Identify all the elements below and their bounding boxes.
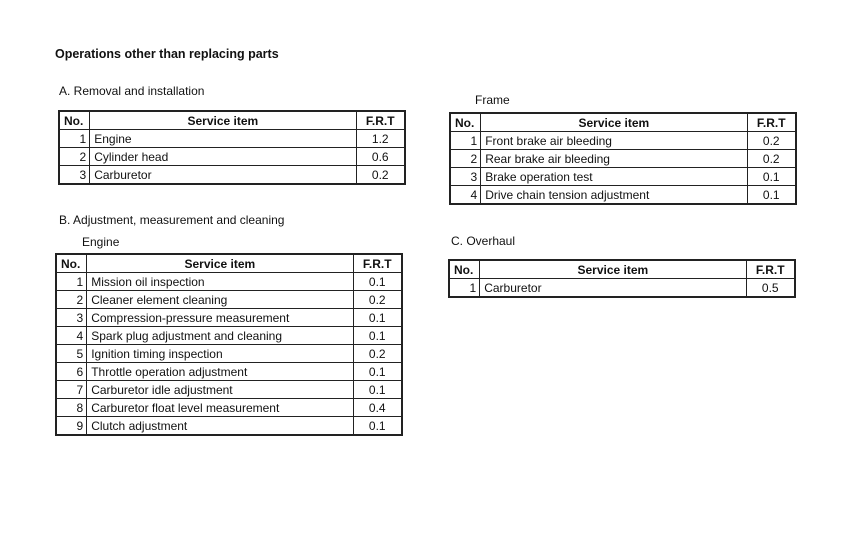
service-item: Carburetor idle adjustment [87, 381, 353, 399]
frt-value: 0.1 [353, 417, 402, 436]
service-item: Compression-pressure measurement [87, 309, 353, 327]
col-header-no: No. [56, 254, 87, 273]
section-a-heading: A. Removal and installation [59, 84, 205, 98]
table-row [59, 148, 405, 166]
table-row [56, 309, 402, 327]
section-b-heading: B. Adjustment, measurement and cleaning [59, 213, 285, 227]
col-header-frt: F.R.T [746, 260, 795, 279]
service-item: Rear brake air bleeding [481, 150, 747, 168]
frt-value: 0.4 [353, 399, 402, 417]
row-number: 1 [59, 130, 90, 148]
adjustment-table [55, 253, 403, 436]
frt-value: 0.1 [353, 381, 402, 399]
frt-value: 0.6 [356, 148, 405, 166]
frt-value: 0.5 [746, 279, 795, 298]
row-number: 4 [450, 186, 481, 205]
table-row [56, 381, 402, 399]
frt-value: 0.2 [353, 291, 402, 309]
table-row [56, 345, 402, 363]
service-item: Cylinder head [90, 148, 356, 166]
service-item: Brake operation test [481, 168, 747, 186]
frame-table [449, 112, 797, 205]
table-row [59, 166, 405, 185]
table-row [450, 150, 796, 168]
col-header-no: No. [450, 113, 481, 132]
frt-value: 1.2 [356, 130, 405, 148]
col-header-service-item: Service item [480, 260, 746, 279]
row-number: 3 [59, 166, 90, 185]
frt-value: 0.1 [353, 309, 402, 327]
frt-value: 0.2 [747, 150, 796, 168]
table-row [59, 130, 405, 148]
row-number: 4 [56, 327, 87, 345]
col-header-no: No. [59, 111, 90, 130]
row-number: 2 [59, 148, 90, 166]
service-item: Ignition timing inspection [87, 345, 353, 363]
frt-value: 0.2 [356, 166, 405, 185]
section-c-heading: C. Overhaul [451, 234, 516, 248]
row-number: 1 [449, 279, 480, 298]
service-item: Carburetor float level measurement [87, 399, 353, 417]
table-row [56, 273, 402, 291]
table-row [56, 291, 402, 309]
section-b-subheading: Engine [82, 235, 120, 249]
service-item: Clutch adjustment [87, 417, 353, 436]
service-item: Cleaner element cleaning [87, 291, 353, 309]
row-number: 3 [56, 309, 87, 327]
service-item: Carburetor [480, 279, 746, 298]
frt-value: 0.2 [747, 132, 796, 150]
col-header-service-item: Service item [87, 254, 353, 273]
col-header-no: No. [449, 260, 480, 279]
frt-value: 0.1 [353, 327, 402, 345]
col-header-frt: F.R.T [353, 254, 402, 273]
service-item: Mission oil inspection [87, 273, 353, 291]
col-header-service-item: Service item [481, 113, 747, 132]
row-number: 1 [450, 132, 481, 150]
table-row [56, 399, 402, 417]
page-title: Operations other than replacing parts [55, 47, 279, 61]
row-number: 9 [56, 417, 87, 436]
row-number: 5 [56, 345, 87, 363]
service-item: Carburetor [90, 166, 356, 185]
frame-heading: Frame [475, 93, 510, 107]
removal-installation-table [58, 110, 406, 185]
col-header-frt: F.R.T [356, 111, 405, 130]
frt-value: 0.1 [747, 186, 796, 205]
table-row [450, 132, 796, 150]
table-row [56, 327, 402, 345]
table-row [56, 417, 402, 436]
frt-value: 0.1 [353, 363, 402, 381]
frt-value: 0.1 [353, 273, 402, 291]
table-row [56, 363, 402, 381]
row-number: 6 [56, 363, 87, 381]
service-item: Drive chain tension adjustment [481, 186, 747, 205]
table-row [449, 279, 795, 298]
row-number: 8 [56, 399, 87, 417]
table-row [450, 186, 796, 205]
row-number: 2 [450, 150, 481, 168]
overhaul-table [448, 259, 796, 298]
table-row [450, 168, 796, 186]
row-number: 3 [450, 168, 481, 186]
service-item: Engine [90, 130, 356, 148]
row-number: 1 [56, 273, 87, 291]
service-item: Spark plug adjustment and cleaning [87, 327, 353, 345]
row-number: 7 [56, 381, 87, 399]
col-header-frt: F.R.T [747, 113, 796, 132]
row-number: 2 [56, 291, 87, 309]
service-item: Throttle operation adjustment [87, 363, 353, 381]
col-header-service-item: Service item [90, 111, 356, 130]
service-item: Front brake air bleeding [481, 132, 747, 150]
frt-value: 0.1 [747, 168, 796, 186]
frt-value: 0.2 [353, 345, 402, 363]
